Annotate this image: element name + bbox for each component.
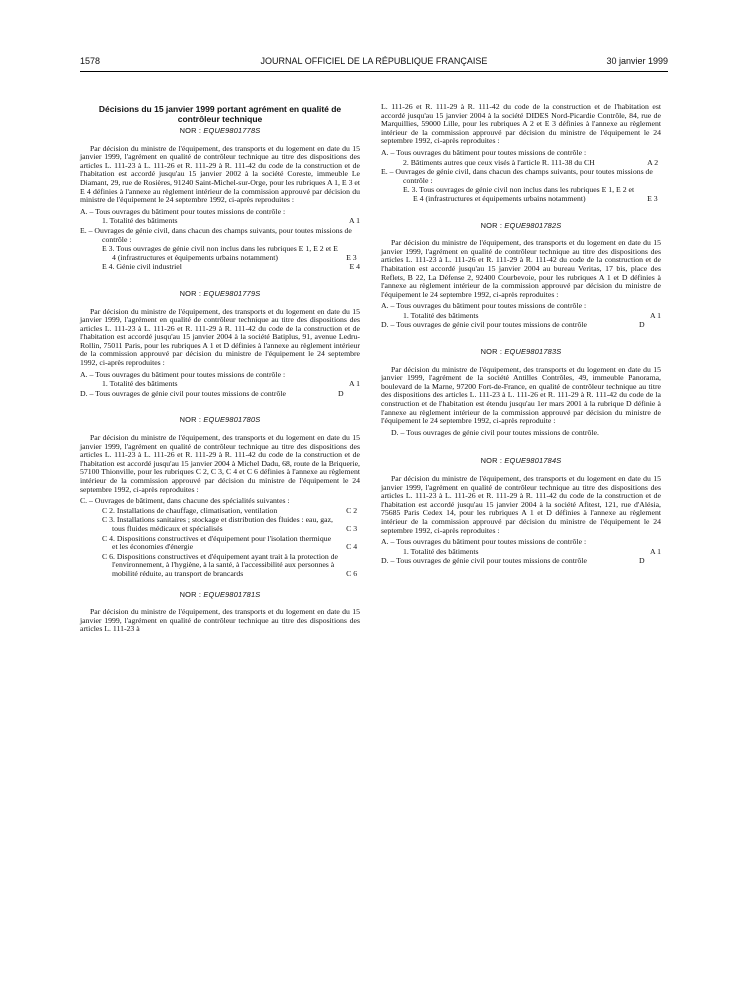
- nor-reference: NOR : EQUE9801781S: [179, 589, 261, 599]
- rubric-item: C 3. Installations sanitaires ; stockage et distribution des fluides : eau, gaz, tous fluides médicaux et spécialisés C 3: [102, 515, 358, 533]
- decision-rubric: D. – Tous ouvrages de génie civil pour toutes missions de contrôle.: [391, 427, 599, 437]
- nor-reference: NOR : EQUE9801780S: [179, 415, 261, 425]
- decision-text: Par décision du ministre de l'équipement, des transports et du logement en date du 15 janvier 1999, l'agrément en qualité de contrôleur technique au titre des dispositions des articles L. 111-23 à L. 111-26 et R. 111-29 à R. 111-42 du code de la construction et de l'habitation est accordé jusqu'au 15 janvier 2004 à la société Batiplus, 91, avenue Ledru-Rollin, 75011 Paris, pour les rubriques A 1 et D définies à l'annexe au règlement intérieur de la commission approuvé par décision du ministre de l'équipement le 24 septembre 1992, ci-après reproduites :: [80, 306, 360, 368]
- journal-title: JOURNAL OFFICIEL DE LA RÉPUBLIQUE FRANÇAISE: [260, 56, 488, 66]
- issue-date: 30 janvier 1999: [606, 56, 668, 66]
- decision-text: Par décision du ministre de l'équipement, des transports et du logement en date du 15 janvier 1999, l'agrément de la société Antilles Contrôles, 49, immeuble Panorama, boulevard de la Marne, 97200 Fort-de-France, en qualité de contrôleur technique au titre des dispositions des articles L. 111-23 à L. 111-26 et R. 111-29 à R. 111-42 du code de la construction et de l'habitation est étendu jusqu'au 1er mars 2001 à la rubrique D définie à l'annexe au règlement intérieur de la commission approuvé par décision du ministre de l'équipement le 24 septembre 1992, ci-après reproduite :: [381, 364, 661, 426]
- rubric-item: 1. Totalité des bâtiments A 1: [403, 310, 661, 320]
- nor-reference: NOR : EQUE9801783S: [480, 347, 562, 357]
- page-number: 1578: [80, 56, 101, 66]
- rubric-item: E 3. Tous ouvrages de génie civil non inclus dans les rubriques E 1, E 2 et E 4 (infrastructures et équipements urbains notamment) E 3: [102, 244, 357, 262]
- rubric-item: 1. Totalité des bâtiments A 1: [102, 216, 360, 226]
- section-heading: A. – Tous ouvrages du bâtiment pour toutes missions de contrôle :: [381, 537, 587, 547]
- rubric-item: 1. Totalité des bâtiments A 1: [102, 379, 360, 389]
- header-rule: [80, 71, 668, 72]
- section-heading: E. – Ouvrages de génie civil, dans chacun des champs suivants, pour toutes missions de contrôle :: [381, 167, 653, 185]
- decision-text: Par décision du ministre de l'équipement, des transports et du logement en date du 15 janvier 1999, l'agrément en qualité de contrôleur technique au titre des dispositions des articles L. 111-23 à: [80, 607, 360, 634]
- decisions-title: Décisions du 15 janvier 1999 portant agrément en qualité de contrôleur technique: [98, 104, 342, 124]
- left-column: [80, 104, 360, 637]
- rubric-item: 2. Bâtiments autres que ceux visés à l'article R. 111-38 du CH A 2: [403, 157, 659, 167]
- page-header: [80, 56, 668, 70]
- section-heading: A. – Tous ouvrages du bâtiment pour toutes missions de contrôle :: [381, 147, 587, 157]
- section-heading: A. – Tous ouvrages du bâtiment pour toutes missions de contrôle :: [80, 369, 286, 379]
- section-heading: E. – Ouvrages de génie civil, dans chacun des champs suivants, pour toutes missions de contrôle :: [80, 225, 352, 244]
- section-heading: D. – Tous ouvrages de génie civil pour toutes missions de contrôle D: [80, 388, 344, 398]
- nor-reference: NOR : EQUE9801782S: [480, 220, 562, 230]
- section-heading: C. – Ouvrages de bâtiment, dans chacune des spécialités suivantes :: [80, 496, 290, 506]
- rubric-item: C 6. Dispositions constructives et d'équipement ayant trait à la protection de l'environnement, à l'hygiène, à la santé, à l'accessibilité aux personnes à mobilité réduite, au transport de brancards C 6: [102, 551, 358, 578]
- right-column: [381, 103, 661, 567]
- nor-reference: NOR : EQUE9801779S: [179, 288, 261, 298]
- section-heading: D. – Tous ouvrages de génie civil pour toutes missions de contrôle D: [381, 556, 645, 566]
- decision-text: Par décision du ministre de l'équipement, des transports et du logement en date du 15 janvier 1999, l'agrément en qualité de contrôleur technique au titre des dispositions des articles L. 111-23 à L. 111-26 et R. 111-29 à R. 111-42 du code de la construction et de l'habitation est accordé jusqu'au 15 janvier 2004 au bureau Veritas, 17 bis, place des Reflets, B 22, La Défense 2, 92400 Courbevoie, pour les rubriques A 1 et D définies à l'annexe au règlement intérieur de la commission approuvé par décision du ministre de l'équipement le 24 septembre 1992, ci-après reproduites :: [381, 238, 661, 299]
- decision-text: L. 111-26 et R. 111-29 à R. 111-42 du code de la construction et de l'habitation est accordé jusqu'au 15 janvier 2004 à la société DIDES Nord-Picardie Contrôle, 84, rue de Marquillies, 59000 Lille, pour les rubriques A 2 et E 3 définies à l'annexe au règlement intérieur de la commission approuvé par décision du ministre de l'équipement le 24 septembre 1992, ci-après reproduites :: [381, 102, 661, 146]
- rubric-item: E. 3. Tous ouvrages de génie civil non inclus dans les rubriques E 1, E 2 et E 4 (infrastructures et équipements urbains notamment) E 3: [403, 185, 658, 203]
- rubric-item: 1. Totalité des bâtiments A 1: [403, 546, 661, 556]
- nor-reference: NOR : EQUE9801778S: [179, 126, 261, 135]
- section-heading: A. – Tous ouvrages du bâtiment pour toutes missions de contrôle :: [381, 301, 587, 311]
- decision-text: Par décision du ministre de l'équipement, des transports et du logement en date du 15 janvier 1999, l'agrément en qualité de contrôleur technique au titre des dispositions des articles L. 111-23 à L. 111-26 et R. 111-29 à R. 111-42 du code de la construction et de l'habitation est accordé jusqu'au 15 janvier 2004 à Michel Dadu, 68, route de la Briquerie, 57100 Thionville, pour les rubriques C 2, C 3, C 4 et C 6 définies à l'annexe au règlement intérieur de la commission approuvé par décision du ministre de l'équipement le 24 septembre 1992, ci-après reproduites :: [80, 433, 360, 494]
- rubric-item: C 2. Installations de chauffage, climatisation, ventilation C 2: [102, 505, 358, 515]
- nor-reference: NOR : EQUE9801784S: [480, 456, 562, 466]
- section-heading: D. – Tous ouvrages de génie civil pour toutes missions de contrôle D: [381, 320, 645, 330]
- section-heading: A. – Tous ouvrages du bâtiment pour toutes missions de contrôle :: [80, 206, 286, 216]
- decision-text: Par décision du ministre de l'équipement, des transports et du logement en date du 15 janvier 1999, l'agrément en qualité de contrôleur technique au titre des dispositions des articles L. 111-23 à L. 111-26 et R. 111-29 à R. 111-42 du code de la construction et de l'habitation est accordé jusqu'au 15 janvier 2004 à la société Afitest, 121, rue d'Alésia, 75685 Paris Cedex 14, pour les rubriques A 1 et D définies à l'annexe au règlement intérieur de la commission approuvé par décision du ministre de l'équipement le 24 septembre 1992, ci-après reproduites :: [381, 474, 661, 535]
- rubric-item: C 4. Dispositions constructives et d'équipement pour l'isolation thermique et les économies d'énergie C 4: [102, 533, 358, 552]
- decision-text: Par décision du ministre de l'équipement, des transports et du logement en date du 15 janvier 1999, l'agrément en qualité de contrôleur technique au titre des dispositions des articles L. 111-23 à L. 111-26 et R. 111-29 à R. 111-42 du code de la construction et de l'habitation est accordé jusqu'au 15 janvier 2002 à la société Coreste, immeuble Le Diamant, 29, rue de Rosières, 91240 Saint-Michel-sur-Orge, pour les rubriques A 1, E 3 et E 4 définies à l'annexe au règlement intérieur de la commission approuvé par décision du ministre de l'équipement le 24 septembre 1992, ci-après reproduites :: [80, 143, 360, 205]
- rubric-item: E 4. Génie civil industriel E 4: [102, 262, 360, 272]
